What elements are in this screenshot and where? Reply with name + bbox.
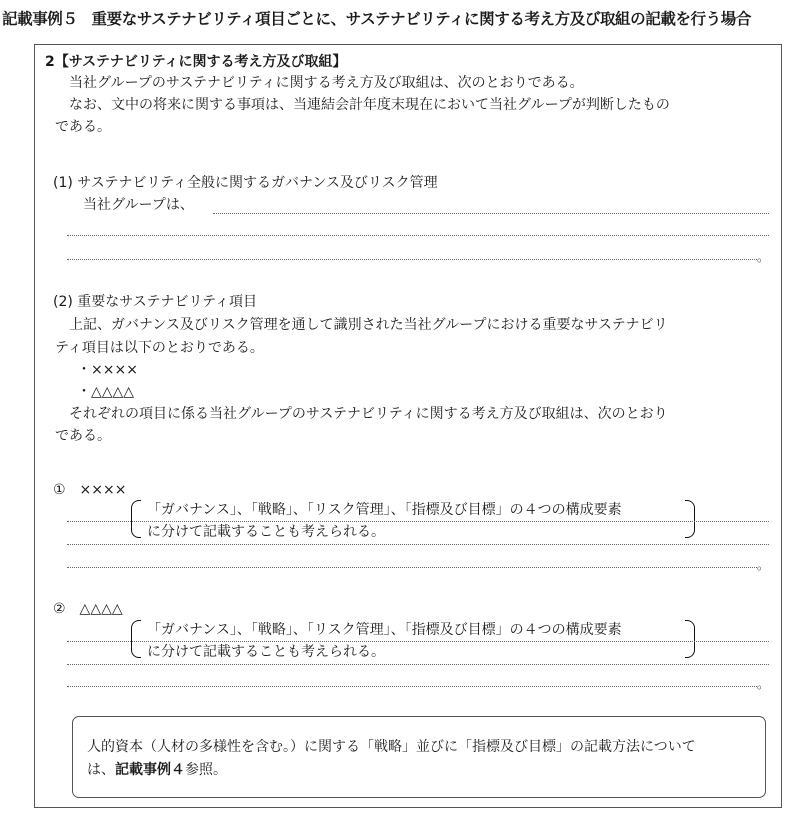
item-2-bracket-line-1: 「ガバナンス」、「戦略」、「リスク管理」、「指標及び目標」の４つの構成要素 bbox=[147, 622, 622, 638]
subsection-2-paragraph-1-line-2: ティ項目は以下のとおりである。 bbox=[55, 340, 264, 356]
section-title: 2【サステナビリティに関する考え方及び取組】 bbox=[45, 54, 347, 70]
subsection-2-paragraph-2-line-1: それぞれの項目に係る当社グループのサステナビリティに関する考え方及び取組は、次のとおり bbox=[69, 406, 668, 422]
bullet-item: ・×××× bbox=[77, 362, 138, 378]
section-paragraph-2-line-2: である。 bbox=[55, 119, 111, 135]
item-2-bracket-line-2: に分けて記載することも考えられる。 bbox=[147, 644, 385, 660]
end-mark: 。 bbox=[757, 558, 770, 572]
note-box bbox=[72, 716, 766, 798]
note-reference: 記載事例４ bbox=[115, 762, 185, 778]
fill-in-line bbox=[213, 213, 769, 214]
end-mark: 。 bbox=[757, 250, 770, 264]
fill-in-line bbox=[67, 521, 769, 522]
fill-in-line bbox=[67, 686, 757, 687]
fill-in-line bbox=[67, 259, 757, 260]
fill-in-line bbox=[67, 641, 769, 642]
fill-in-line bbox=[67, 235, 769, 236]
bracket-right bbox=[685, 620, 695, 658]
fill-in-line bbox=[67, 567, 757, 568]
subsection-1-title: (1) サステナビリティ全般に関するガバナンス及びリスク管理 bbox=[53, 175, 438, 191]
example-title: 重要なサステナビリティ項目ごとに、サステナビリティに関する考え方及び取組の記載を行う場合 bbox=[91, 10, 751, 28]
bracket-left bbox=[131, 500, 141, 538]
section-paragraph-1: 当社グループのサステナビリティに関する考え方及び取組は、次のとおりである。 bbox=[69, 75, 584, 91]
subsection-2-title: (2) 重要なサステナビリティ項目 bbox=[53, 294, 258, 310]
end-mark: 。 bbox=[757, 677, 770, 691]
note-line-2 bbox=[87, 760, 227, 780]
fill-in-line bbox=[67, 664, 769, 665]
page-heading bbox=[2, 7, 798, 29]
bracket-right bbox=[685, 500, 695, 538]
fill-in-line bbox=[67, 544, 769, 545]
note-line-1: 人的資本（人材の多様性を含む。）に関する「戦略」並びに「指標及び目標」の記載方法について bbox=[87, 739, 696, 755]
document-frame bbox=[34, 44, 782, 808]
item-2-title: ② △△△△ bbox=[53, 601, 123, 617]
section-paragraph-2-line-1: なお、文中の将来に関する事項は、当連結会計年度末現在において当社グループが判断したもの bbox=[69, 97, 670, 113]
bracket-left bbox=[131, 620, 141, 658]
note-line-2-prefix: は、 bbox=[87, 762, 115, 778]
example-number: 記載事例５ bbox=[2, 10, 78, 28]
subsection-2-paragraph-2-line-2: である。 bbox=[55, 428, 111, 444]
item-1-bracket-line-1: 「ガバナンス」、「戦略」、「リスク管理」、「指標及び目標」の４つの構成要素 bbox=[147, 502, 622, 518]
subsection-1-lead: 当社グループは、 bbox=[83, 197, 194, 213]
subsection-2-paragraph-1-line-1: 上記、ガバナンス及びリスク管理を通して識別された当社グループにおける重要なサステナビリ bbox=[69, 317, 668, 333]
bullet-item: ・△△△△ bbox=[77, 384, 135, 400]
note-line-2-suffix: 参照。 bbox=[185, 762, 227, 778]
item-1-bracket-line-2: に分けて記載することも考えられる。 bbox=[147, 524, 385, 540]
item-1-title: ① ×××× bbox=[53, 482, 127, 498]
